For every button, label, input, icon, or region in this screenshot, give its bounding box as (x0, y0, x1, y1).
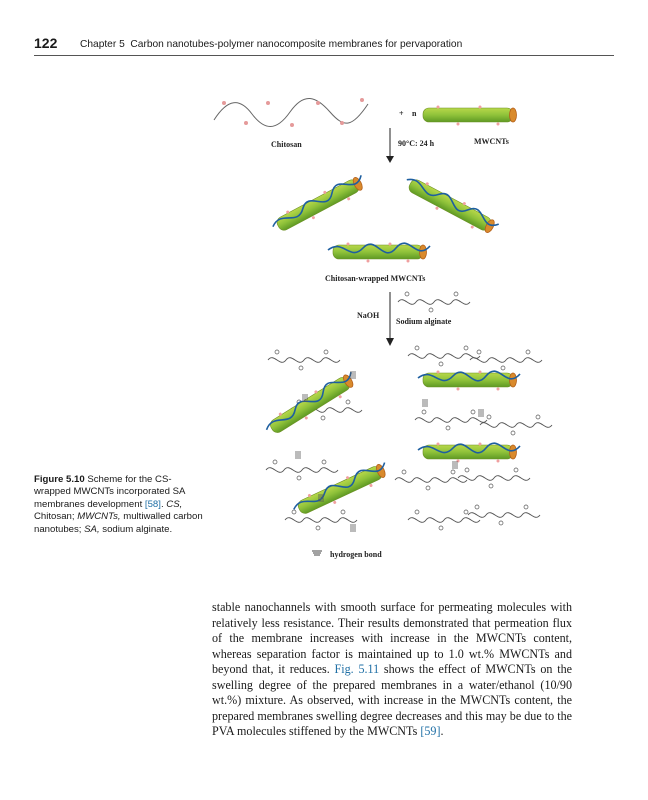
condition-label: 90°C: 24 h (398, 139, 435, 148)
caption-text: Chitosan; (34, 511, 78, 523)
body-paragraph (212, 600, 572, 740)
figure-ref-link[interactable]: Fig. 5.11 (334, 662, 380, 676)
figure-caption (34, 474, 206, 536)
wrapped-tube-2 (401, 173, 500, 239)
caption-text: sodium alginate. (99, 523, 173, 535)
caption-text: Scheme for the CS-wrapped MWCNTs incorporated SA membranes development (34, 474, 185, 510)
body-text: . (440, 724, 444, 738)
alginate-chain (398, 292, 470, 312)
chapter-name: Carbon nanotubes-polymer nanocomposite membranes for pervaporation (130, 39, 463, 50)
body-text: shows the effect of MWCNTs on the swelling degree of the prepared membranes in a water/ethanol (10/90 wt.%) mixture. As observed, with increase in the MWCNTs content, the prepared membranes swelling degree decreases and this may be due to the PVA molecules stiffened by the MWCNTs (212, 662, 572, 738)
wrapped-tube-3 (328, 243, 430, 263)
chitosan-label: Chitosan (271, 140, 302, 149)
page-number: 122 (34, 35, 58, 51)
composite-network (263, 346, 552, 531)
caption-abbr: CS, (166, 498, 183, 510)
chitosan-chain (214, 98, 368, 126)
citation-ref-link[interactable]: [59] (420, 724, 441, 738)
caption-text: . (160, 498, 167, 510)
body-text: stable nanochannels with smooth surface for permeating molecules with relatively less resistance. Their results demonstrated that permeation flux of the membrane increases with increase in the MWCNTs content, whereas separation factor is maintained up to 1.0 wt.% MWCNTs and beyond that, it reduces. (212, 600, 572, 676)
caption-abbr: MWCNTs, (77, 511, 121, 523)
naoh-label: NaOH (357, 311, 380, 320)
wrapped-tube-1 (269, 172, 368, 238)
mwcnt-tube (423, 106, 517, 126)
alginate-label: Sodium alginate (396, 317, 452, 326)
mwcnts-label: MWCNTs (474, 137, 509, 146)
caption-text: multiwalled carbon nanotubes; (34, 511, 203, 535)
hbond-label: hydrogen bond (330, 550, 382, 559)
plus-label: + (399, 109, 404, 118)
hydrogen-bond-icon (312, 551, 322, 555)
chapter-number: Chapter 5 (80, 39, 125, 50)
caption-abbr: SA, (84, 523, 100, 535)
caption-label: Figure 5.10 (34, 474, 85, 485)
n-label: n (412, 109, 417, 118)
caption-ref-link[interactable]: [58] (144, 498, 161, 510)
wrapped-label: Chitosan-wrapped MWCNTs (325, 274, 426, 283)
